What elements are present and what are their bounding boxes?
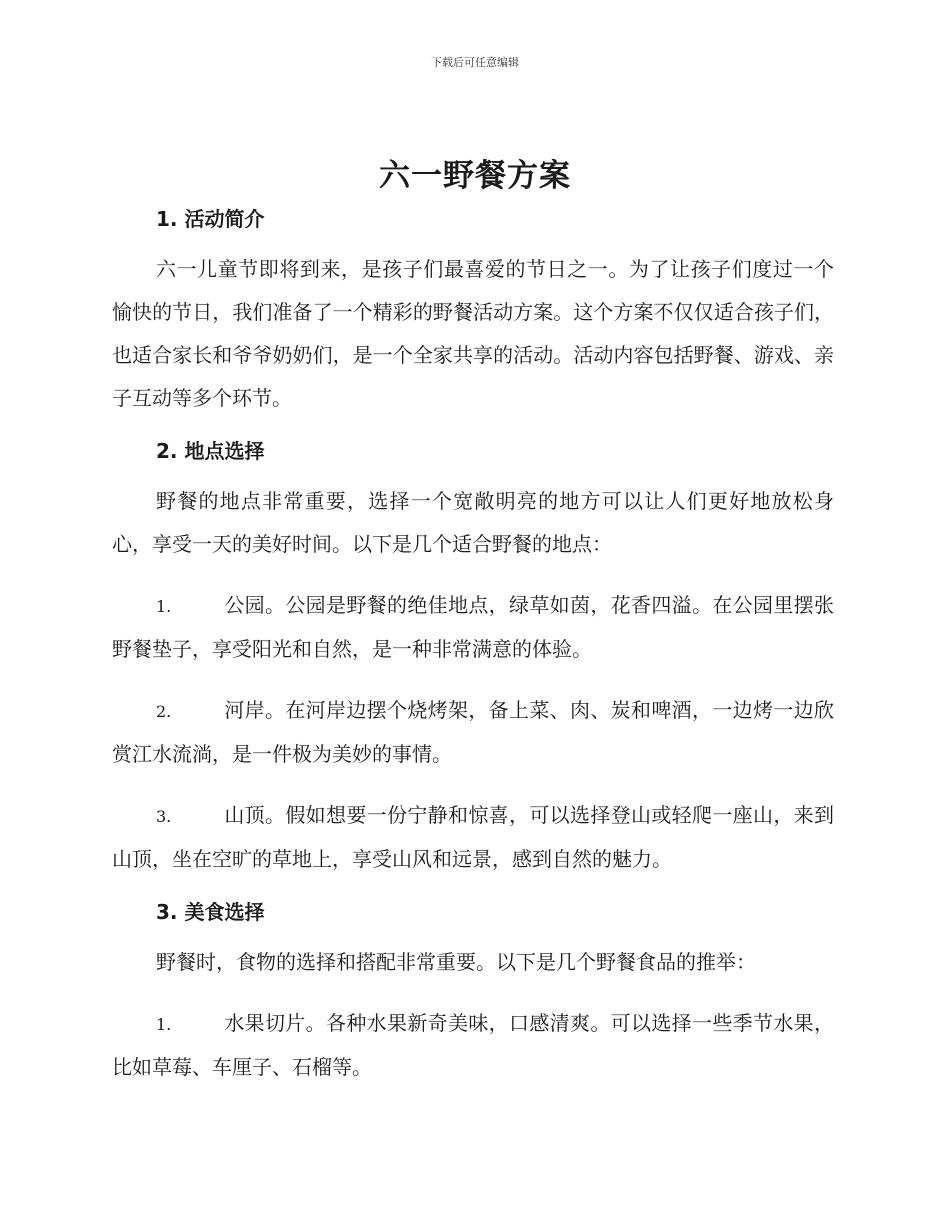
document-title: 六一野餐方案 (379, 158, 571, 194)
paragraph-food: 野餐时，食物的选择和搭配非常重要。以下是几个野餐食品的推举： (156, 950, 756, 974)
list-item-text: 河岸。在河岸边摆个烧烤架，备上菜、肉、炭和啤酒，一边烤一边欣赏江水流淌，是一件极为美妙的事情。 (112, 698, 834, 766)
list-item (112, 584, 834, 671)
section-heading-location: 2. 地点选择 (156, 439, 265, 463)
document-body (112, 202, 834, 1089)
list-item-text: 山顶。假如想要一份宁静和惊喜，可以选择登山或轻爬一座山，来到山顶，坐在空旷的草地上，享受山风和远景，感到自然的魅力。 (112, 803, 834, 871)
list-item-number: 3. (156, 807, 172, 826)
list-item-number: 1. (156, 1015, 172, 1034)
list-item (112, 689, 834, 776)
list-item (112, 1002, 834, 1089)
list-item-number: 1. (156, 597, 172, 616)
paragraph-intro: 六一儿童节即将到来，是孩子们最喜爱的节日之一。为了让孩子们度过一个愉快的节日，我们准备了一个精彩的野餐活动方案。这个方案不仅仅适合孩子们，也适合家长和爷爷奶奶们，是一个全家共享的活动。活动内容包括野餐、游戏、亲子互动等多个环节。 (112, 257, 834, 410)
paragraph-location: 野餐的地点非常重要，选择一个宽敞明亮的地方可以让人们更好地放松身心，享受一天的美好时间。以下是几个适合野餐的地点： (112, 489, 834, 556)
list-item-number: 2. (156, 702, 172, 721)
page-header-note: 下载后可任意编辑 (431, 56, 519, 69)
list-item-text: 水果切片。各种水果新奇美味，口感清爽。可以选择一些季节水果，比如草莓、车厘子、石榴等。 (112, 1011, 834, 1079)
list-item-text: 公园。公园是野餐的绝佳地点，绿草如茵，花香四溢。在公园里摆张野餐垫子，享受阳光和自然，是一种非常满意的体验。 (112, 593, 834, 661)
section-heading-intro: 1. 活动简介 (156, 207, 265, 231)
section-heading-food: 3. 美食选择 (156, 900, 265, 924)
list-item (112, 794, 834, 881)
